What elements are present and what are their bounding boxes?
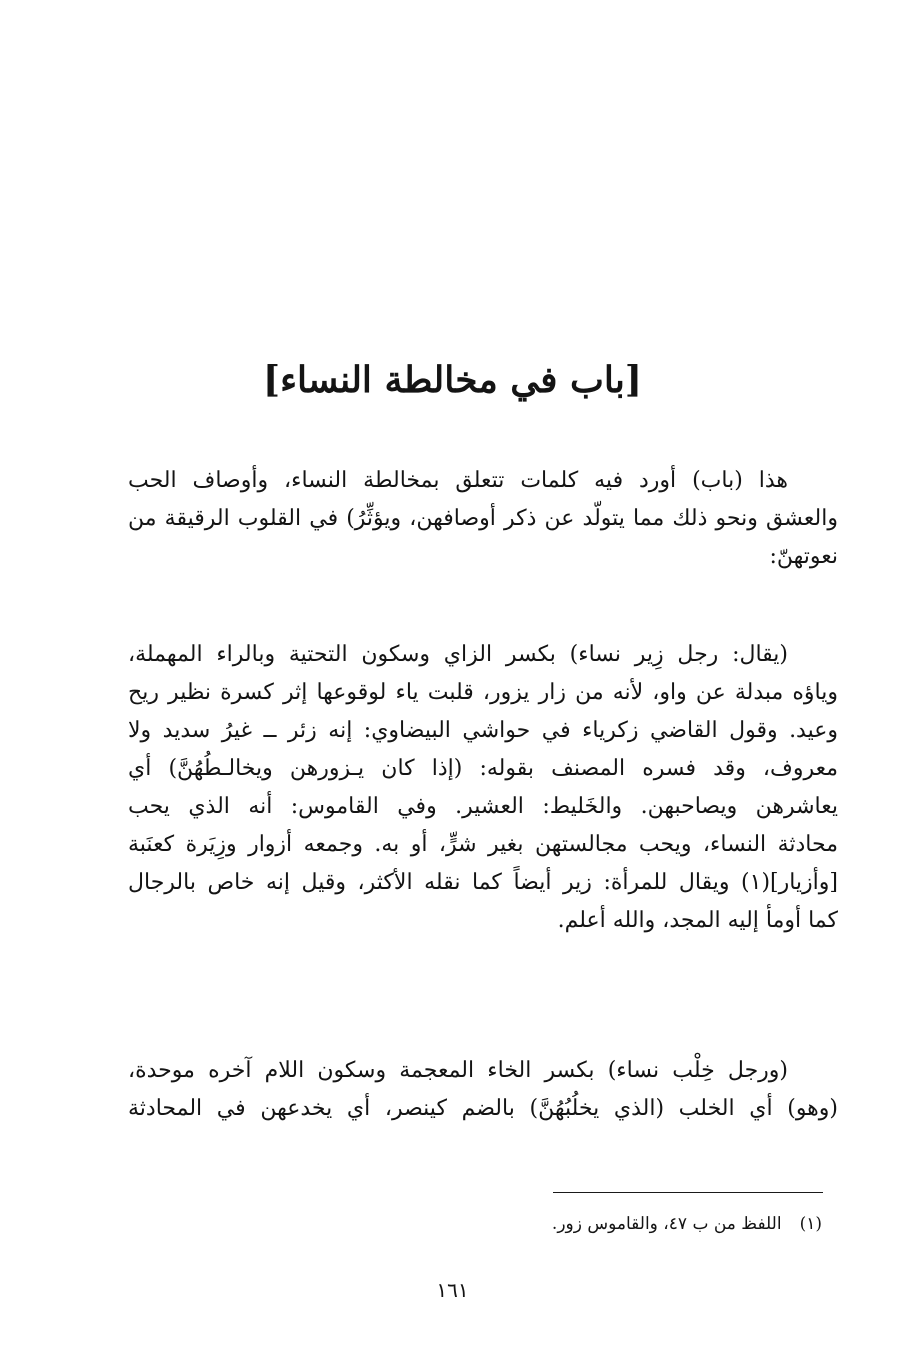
text-line: وياؤه مبدلة عن واو، لأنه من زار يزور، قلبت ياء لوقوعها إثر كسرة نظير ريح — [128, 680, 838, 705]
text-line: (يقال: رجل زِير نساء) بكسر الزاي وسكون التحتية وبالراء المهملة، — [128, 642, 788, 667]
text-line: [وأزيار](١) ويقال للمرأة: زير أيضاً كما نقله الأكثر، وقيل إنه خاص بالرجال — [128, 870, 838, 895]
text-line: هذا (باب) أورد فيه كلمات تتعلق بمخالطة النساء، وأوصاف الحب — [128, 468, 788, 493]
text-line: نعوتهنّ: — [769, 544, 838, 569]
text-line: وعيد. وقول القاضي زكرياء في حواشي البيضاوي: إنه زئر ــ غيرُ سديد ولا — [128, 718, 838, 743]
text-line: معروف، وقد فسره المصنف بقوله: (إذا كان يـزورهن ويخالـطُهُنَّ) أي — [128, 756, 838, 781]
text-line: (وهو) أي الخلب (الذي يخلُبُهُنَّ) بالضم كينصر، أي يخدعهن في المحادثة — [128, 1096, 838, 1121]
text-line: محادثة النساء، ويحب مجالستهن بغير شرٍّ، أو به. وجمعه أزوار وزِيَرة كعنَبة — [128, 832, 838, 857]
text-line: (ورجل خِلْب نساء) بكسر الخاء المعجمة وسكون اللام آخره موحدة، — [128, 1058, 788, 1083]
text-line: والعشق ونحو ذلك مما يتولّد عن ذكر أوصافهن، ويؤثِّرُ) في القلوب الرقيقة من — [128, 506, 838, 531]
footnote-marker: (١) — [799, 1214, 822, 1234]
paragraph-zir-nisa — [128, 636, 838, 940]
footnote — [128, 1210, 822, 1238]
chapter-heading: [باب في مخالطة النساء] — [263, 359, 642, 401]
paragraph-intro — [128, 462, 838, 576]
footnote-text: اللفظ من ب ٤٧، والقاموس زور. — [551, 1214, 782, 1234]
paragraph-khilb-nisa — [128, 1052, 838, 1128]
footnote-divider — [553, 1192, 823, 1193]
text-line: يعاشرهن ويصاحبهن. والخَليط: العشير. وفي القاموس: أنه الذي يحب — [128, 794, 838, 819]
page-number: ١٦١ — [436, 1278, 469, 1302]
text-line: كما أومأ إليه المجد، والله أعلم. — [557, 908, 838, 933]
